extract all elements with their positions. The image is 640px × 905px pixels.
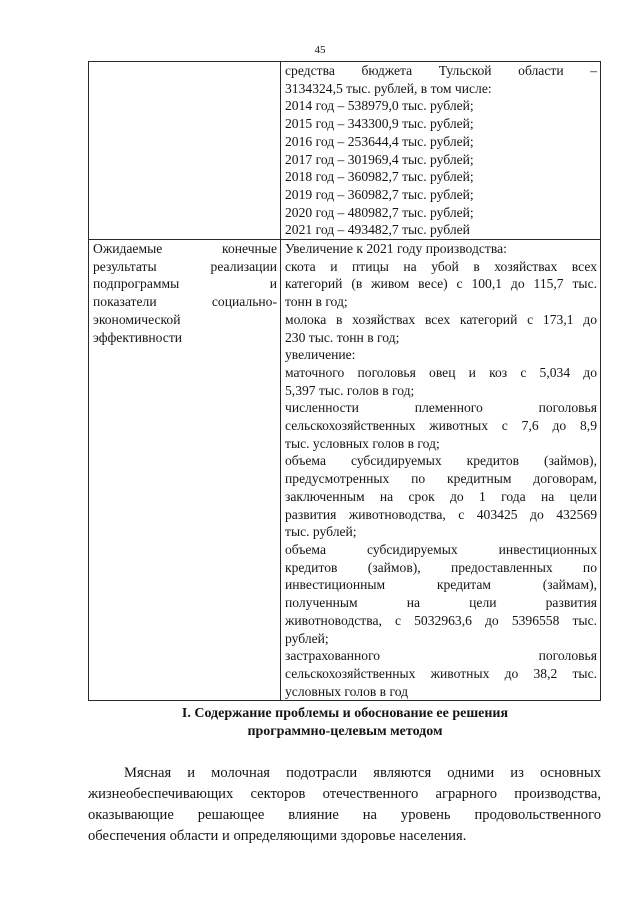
results-content-line: Увеличение к 2021 году производства:	[285, 241, 507, 257]
results-content-line: предусмотренных по кредитным договорам,	[285, 471, 597, 487]
paragraph-line: оказывающие решающее влияние на уровень продовольственного	[88, 807, 601, 823]
funding-intro-line: средства бюджета Тульской области –	[285, 63, 597, 78]
results-label-line: подпрограммы и	[93, 276, 277, 292]
results-content-line: тыс. рублей;	[285, 524, 357, 540]
results-label-line: эффективности	[93, 329, 183, 345]
results-content-line: заключенным на срок до 1 года на цели	[285, 488, 597, 504]
funding-year-line: 2021 год – 493482,7 тыс. рублей	[285, 222, 470, 238]
paragraph-line: жизнеобеспечивающих секторов отечественного аграрного производства,	[88, 786, 601, 802]
funding-year-line: 2017 год – 301969,4 тыс. рублей;	[285, 151, 474, 167]
results-content-line: развития животноводства, с 403425 до 432569	[285, 506, 597, 522]
results-content-line: инвестиционным кредитам (займам),	[285, 577, 597, 593]
results-content-line: категорий (в живом весе) с 100,1 до 115,7 тыс.	[285, 276, 597, 292]
results-content-line: тонн в год;	[285, 294, 348, 310]
subprogram-passport-table	[88, 61, 601, 701]
paragraph-line: обеспечения области и определяющими здоровье населения.	[88, 828, 467, 844]
results-content-line: рублей;	[285, 630, 329, 646]
results-content-line: тыс. условных голов в год;	[285, 435, 440, 451]
results-label-line: результаты реализации	[93, 258, 277, 274]
funding-row	[89, 62, 601, 240]
section-heading-line: I. Содержание проблемы и обоснование ее решения	[181, 706, 509, 721]
funding-year-line: 2019 год – 360982,7 тыс. рублей;	[285, 186, 474, 202]
funding-year-line: 2015 год – 343300,9 тыс. рублей;	[285, 116, 474, 132]
body-paragraph	[88, 763, 601, 847]
page-number: 45	[314, 44, 326, 56]
results-label-cell	[89, 240, 281, 701]
results-content-line: кредитов (займов), предоставленных по	[285, 559, 597, 575]
results-content-line: скота и птицы на убой в хозяйствах всех	[285, 258, 597, 274]
results-content-cell	[281, 240, 601, 701]
funding-year-line: 2016 год – 253644,4 тыс. рублей;	[285, 133, 474, 149]
results-content-line: сельскохозяйственных животных до 38,2 тыс.	[285, 665, 597, 681]
funding-value-cell	[281, 62, 601, 240]
results-content-line: животноводства, с 5032963,6 до 5396558 тыс.	[285, 612, 597, 628]
funding-year-line: 2014 год – 538979,0 тыс. рублей;	[285, 98, 474, 114]
funding-label-cell	[89, 62, 281, 240]
results-content-line: условных голов в год	[285, 683, 409, 699]
results-content-line: увеличение:	[285, 347, 356, 363]
results-label-line: экономической	[93, 311, 181, 327]
funding-intro-line: 3134324,5 тыс. рублей, в том числе:	[285, 80, 492, 96]
results-label-line: Ожидаемые конечные	[93, 241, 277, 257]
results-content-line: маточного поголовья овец и коз с 5,034 до	[285, 364, 597, 380]
results-content-line: застрахованного поголовья	[285, 648, 597, 664]
results-content-line: объема субсидируемых инвестиционных	[285, 541, 597, 557]
results-content-line: 5,397 тыс. голов в год;	[285, 382, 415, 398]
results-content-line: молока в хозяйствах всех категорий с 173,1 до	[285, 311, 597, 327]
funding-year-line: 2018 год – 360982,7 тыс. рублей;	[285, 169, 474, 185]
paragraph-line: Мясная и молочная подотрасли являются одними из основных	[124, 765, 601, 781]
funding-year-line: 2020 год – 480982,7 тыс. рублей;	[285, 204, 474, 220]
results-content-line: сельскохозяйственных животных с 7,6 до 8,9	[285, 418, 597, 434]
section-heading	[100, 705, 590, 741]
section-heading-line: программно-целевым методом	[247, 724, 443, 739]
results-content-line: 230 тыс. тонн в год;	[285, 329, 400, 345]
results-content-line: полученным на цели развития	[285, 595, 597, 611]
results-label-line: показатели социально-	[93, 294, 277, 310]
results-content-line: объема субсидируемых кредитов (займов),	[285, 453, 597, 469]
results-content-line: численности племенного поголовья	[285, 400, 597, 416]
results-row	[89, 240, 601, 701]
